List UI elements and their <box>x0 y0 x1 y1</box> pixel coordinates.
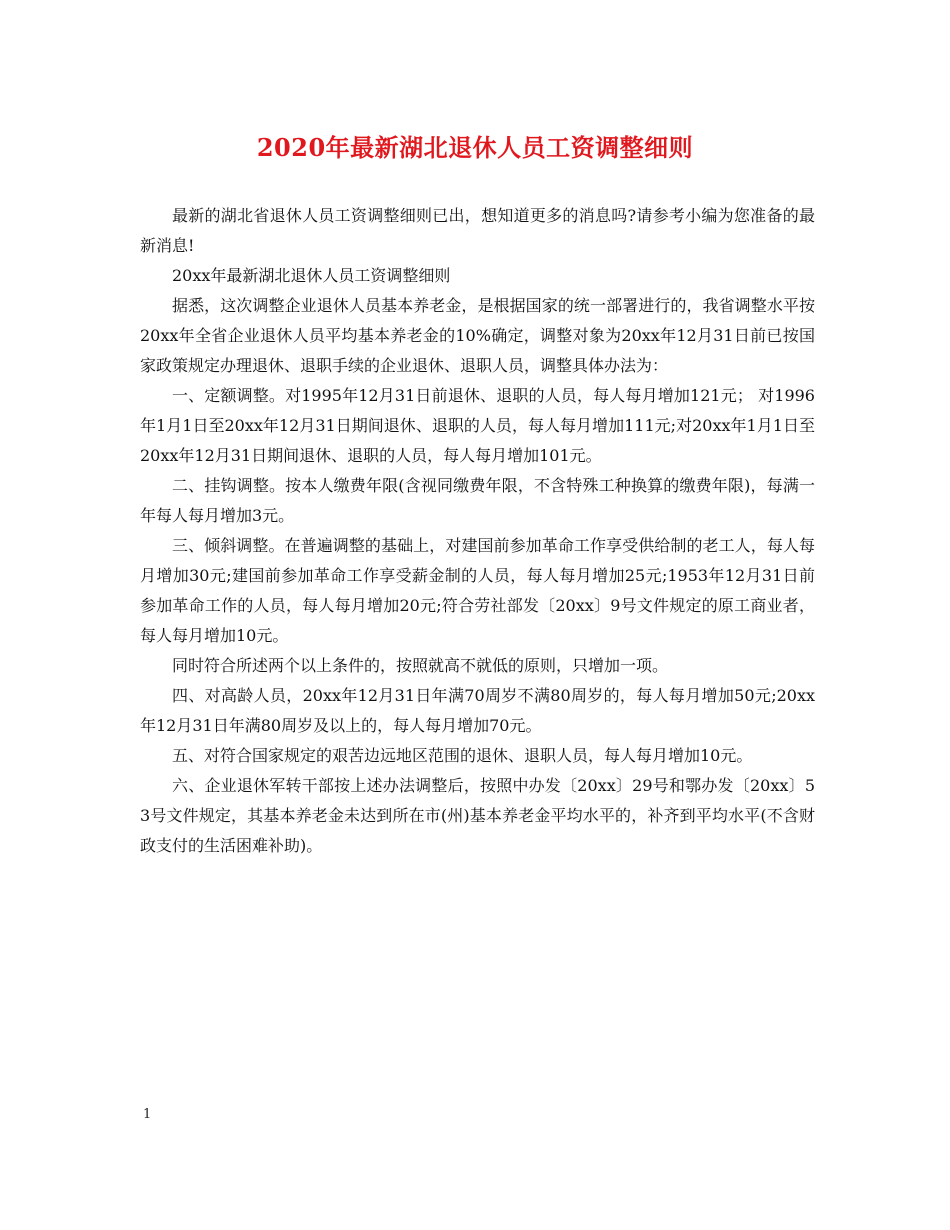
military-cadre-paragraph: 六、企业退休军转干部按上述办法调整后，按照中办发〔20xx〕29号和鄂办发〔20xx〕53号文件规定，其基本养老金未达到所在市(州)基本养老金平均水平的，补齐到平均水平(不含财政支付的生活困难补助)。 <box>140 776 815 855</box>
elderly-adjustment-paragraph: 四、对高龄人员，20xx年12月31日年满70周岁不满80周岁的，每人每月增加50元;20xx年12月31日年满80周岁及以上的，每人每月增加70元。 <box>140 686 815 735</box>
remote-area-paragraph: 五、对符合国家规定的艰苦边远地区范围的退休、退职人员，每人每月增加10元。 <box>172 746 753 765</box>
fixed-adjustment-paragraph: 一、定额调整。对1995年12月31日前退休、退职的人员，每人每月增加121元； 对1996年1月1日至20xx年12月31日期间退休、退职的人员，每人每月增加111元;对20xx年1月1日至20xx年12月31日期间退休、退职的人员，每人每月增加101元。 <box>140 386 815 465</box>
document-title: 2020年最新湖北退休人员工资调整细则 <box>256 133 694 162</box>
subtitle-paragraph: 20xx年最新湖北退休人员工资调整细则 <box>172 266 451 285</box>
page-number: 1 <box>143 1107 152 1122</box>
tilted-adjustment-paragraph: 三、倾斜调整。在普遍调整的基础上，对建国前参加革命工作享受供给制的老工人，每人每月增加30元;建国前参加革命工作享受薪金制的人员，每人每月增加25元;1953年12月31日前参加革命工作的人员，每人每月增加20元;符合劳社部发〔20xx〕9号文件规定的原工商业者，每人每月增加10元。 <box>140 536 815 645</box>
intro-paragraph: 最新的湖北省退休人员工资调整细则已出，想知道更多的消息吗?请参考小编为您准备的最新消息! <box>140 206 815 255</box>
linked-adjustment-paragraph: 二、挂钩调整。按本人缴费年限(含视同缴费年限，不含特殊工种换算的缴费年限)，每满一年每人每月增加3元。 <box>140 476 815 525</box>
document-body <box>140 201 815 861</box>
overview-paragraph: 据悉，这次调整企业退休人员基本养老金，是根据国家的统一部署进行的，我省调整水平按20xx年全省企业退休人员平均基本养老金的10%确定，调整对象为20xx年12月31日前已按国家政策规定办理退休、退职手续的企业退休、退职人员，调整具体办法为： <box>140 296 815 375</box>
single-increase-paragraph: 同时符合所述两个以上条件的，按照就高不就低的原则，只增加一项。 <box>172 656 669 675</box>
